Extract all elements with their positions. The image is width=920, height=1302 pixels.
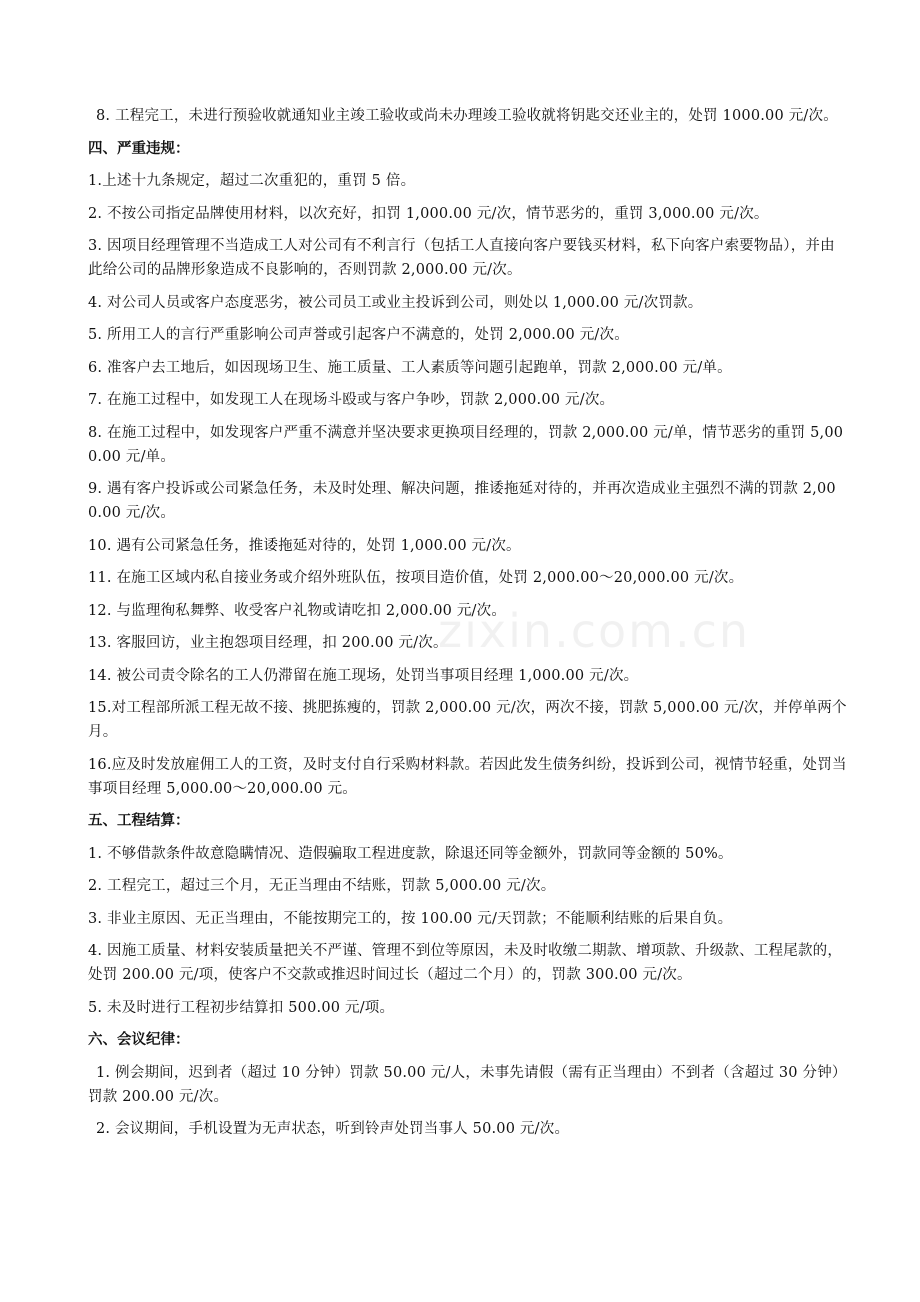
- paragraph-item: 16.应及时发放雇佣工人的工资，及时支付自行采购材料款。若因此发生债务纠纷，投诉到公司，视情节轻重，处罚当事项目经理 5,000.00～20,000.00 元。: [88, 756, 847, 797]
- paragraph-item: 14. 被公司责令除名的工人仍滞留在施工现场，处罚当事项目经理 1,000.00 元/次。: [88, 667, 639, 684]
- watermark: zixin.com.cn: [438, 604, 751, 658]
- section-heading: 五、工程结算：: [88, 813, 190, 829]
- section-heading: 六、会议纪律：: [88, 1032, 190, 1048]
- paragraph-item: 12. 与监理徇私舞弊、收受客户礼物或请吃扣 2,000.00 元/次。: [88, 602, 507, 619]
- paragraph-item: 4. 对公司人员或客户态度恶劣，被公司员工或业主投诉到公司，则处以 1,000.00 元/次罚款。: [88, 294, 703, 311]
- paragraph-item: 3. 非业主原因、无正当理由，不能按期完工的，按 100.00 元/天罚款；不能顺利结账的后果自负。: [88, 910, 733, 927]
- paragraph-item: 8. 工程完工，未进行预验收就通知业主竣工验收或尚未办理竣工验收就将钥匙交还业主的，处罚 1000.00 元/次。: [96, 108, 838, 124]
- paragraph-item: 15.对工程部所派工程无故不接、挑肥拣瘦的，罚款 2,000.00 元/次，两次不接，罚款 5,000.00 元/次，并停单两个月。: [88, 700, 847, 740]
- section-heading: 四、严重违规：: [88, 140, 190, 157]
- paragraph-item: 2. 不按公司指定品牌使用材料，以次充好，扣罚 1,000.00 元/次，情节恶劣的，重罚 3,000.00 元/次。: [88, 205, 769, 222]
- paragraph-item: 7. 在施工过程中，如发现工人在现场斗殴或与客户争吵，罚款 2,000.00 元/次。: [88, 392, 615, 408]
- paragraph-item: 2. 工程完工，超过三个月，无正当理由不结账，罚款 5,000.00 元/次。: [88, 878, 556, 894]
- paragraph-item: 5. 所用工人的言行严重影响公司声誉或引起客户不满意的，处罚 2,000.00 元/次。: [88, 327, 629, 343]
- paragraph-item: 1. 例会期间，迟到者（超过 10 分钟）罚款 50.00 元/人，未事先请假（需有正当理由）不到者（含超过 30 分钟）罚款 200.00 元/次。: [88, 1064, 847, 1105]
- paragraph-item: 13. 客服回访，业主抱怨项目经理，扣 200.00 元/次。: [88, 635, 448, 651]
- paragraph-item: 2. 会议期间，手机设置为无声状态，听到铃声处罚当事人 50.00 元/次。: [96, 1121, 570, 1137]
- paragraph-item: 8. 在施工过程中，如发现客户严重不满意并坚决要求更换项目经理的，罚款 2,000.00 元/单，情节恶劣的重罚 5,000.00 元/单。: [88, 424, 844, 465]
- paragraph-item: 1.上述十九条规定，超过二次重犯的，重罚 5 倍。: [88, 173, 416, 189]
- paragraph-item: 5. 未及时进行工程初步结算扣 500.00 元/项。: [88, 999, 395, 1016]
- paragraph-item: 3. 因项目经理管理不当造成工人对公司有不利言行（包括工人直接向客户要钱买材料，私下向客户索要物品），并由此给公司的品牌形象造成不良影响的，否则罚款 2,000.00 元/次。: [88, 238, 835, 278]
- paragraph-item: 1. 不够借款条件故意隐瞒情况、造假骗取工程进度款，除退还同等金额外，罚款同等金额的 50%。: [88, 845, 733, 862]
- document-body: [88, 104, 848, 1150]
- paragraph-item: 11. 在施工区域内私自接业务或介绍外班队伍，按项目造价值，处罚 2,000.00～20,000.00 元/次。: [88, 570, 744, 586]
- paragraph-item: 10. 遇有公司紧急任务，推诿拖延对待的，处罚 1,000.00 元/次。: [88, 537, 521, 554]
- paragraph-item: 9. 遇有客户投诉或公司紧急任务，未及时处理、解决问题，推诿拖延对待的，并再次造成业主强烈不满的罚款 2,000.00 元/次。: [88, 481, 836, 521]
- paragraph-item: 4. 因施工质量、材料安装质量把关不严谨、管理不到位等原因，未及时收缴二期款、增项款、升级款、工程尾款的，处罚 200.00 元/项，使客户不交款或推迟时间过长（超过二个月）的，罚款 300.00 元/次。: [88, 943, 843, 983]
- paragraph-item: 6. 准客户去工地后，如因现场卫生、施工质量、工人素质等问题引起跑单，罚款 2,000.00 元/单。: [88, 359, 732, 376]
